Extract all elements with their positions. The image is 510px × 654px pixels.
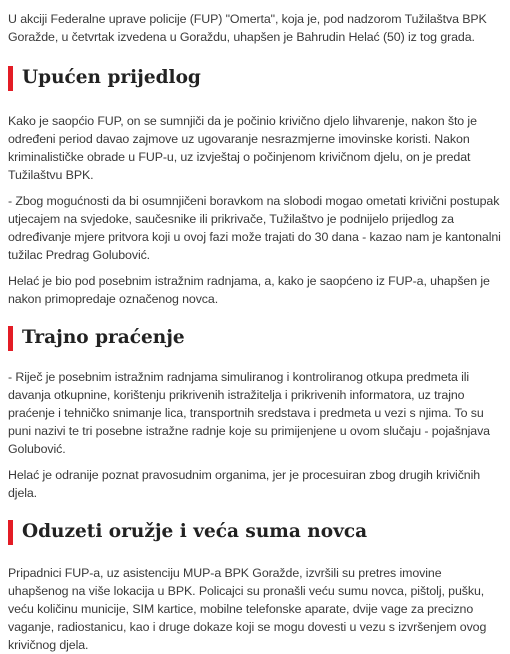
section-heading-text: Oduzeti oružje i veća suma novca bbox=[22, 521, 368, 542]
paragraph: - Riječ je posebnim istražnim radnjama simuliranog i kontroliranog otkupa predmeta ili davanja otkupnine, korištenju prikrivenih istražitelja i prikrivenih informatora, uz trajno praćenje i tehničko snimanje lica, transportnih sredstava i predmeta u vezi s njima. To su puni nazivi te tri posebne istražne radnje koje su primijenjene u ovom slučaju - pojašnjava Golubović. bbox=[8, 370, 490, 456]
paragraph: Kako je saopćio FUP, on se sumnjiči da je počinio krivično djelo lihvarenje, nakon što je određeni period davao zajmove uz ugovaranje nesrazmjerne imovinske koristi. Nakon kriminalističke obrade u FUP-u, uz izvještaj o počinjenom krivičnom djelu, on je predat Tužilaštvu BPK. bbox=[8, 114, 477, 182]
heading-accent-bar bbox=[8, 66, 13, 91]
intro-paragraph: U akciji Federalne uprave policije (FUP) "Omerta", koja je, pod nadzorom Tužilaštva BPK Goražde, u četvrtak izvedena u Goraždu, uhapšen je Bahrudin Helać (50) iz tog grada. bbox=[8, 12, 487, 44]
heading-accent-bar bbox=[8, 520, 13, 545]
paragraph: - Zbog mogućnosti da bi osumnjičeni boravkom na slobodi mogao ometati krivični postupak utjecajem na svjedoke, saučesnike ili prikrivače, Tužilaštvo je podnijelo prijedlog za određivanje mjere pritvora koji u ovoj fazi može trajati do 30 dana - kazao nam je kantonalni tužilac Predrag Golubović. bbox=[8, 194, 501, 262]
paragraph: Helać je odranije poznat pravosudnim organima, jer je procesuiran zbog drugih krivičnih djela. bbox=[8, 468, 481, 500]
section-heading-text: Trajno praćenje bbox=[22, 327, 185, 348]
section-heading-upucen-prijedlog bbox=[8, 66, 502, 90]
section-heading-oduzeti-oruzje bbox=[8, 520, 502, 544]
section-heading-text: Upućen prijedlog bbox=[22, 67, 201, 88]
paragraph: Pripadnici FUP-a, uz asistenciju MUP-a BPK Goražde, izvršili su pretres imovine uhapšenog na više lokacija u BPK. Policajci su pronašli veću sumu novca, pištolj, pušku, veću količinu municije, SIM kartice, mobilne telefonske aparate, dvije vage za precizno vaganje, radiostanicu, kao i druge dokaze koji se mogu dovesti u vezu s izvršenjem ovog krivičnog djela. bbox=[8, 566, 487, 652]
paragraph: Helać je bio pod posebnim istražnim radnjama, a, kako je saopćeno iz FUP-a, uhapšen je nakon primopredaje označenog novca. bbox=[8, 274, 490, 306]
section-heading-trajno-pracenje bbox=[8, 326, 502, 350]
article-body bbox=[8, 0, 502, 654]
heading-accent-bar bbox=[8, 326, 13, 351]
